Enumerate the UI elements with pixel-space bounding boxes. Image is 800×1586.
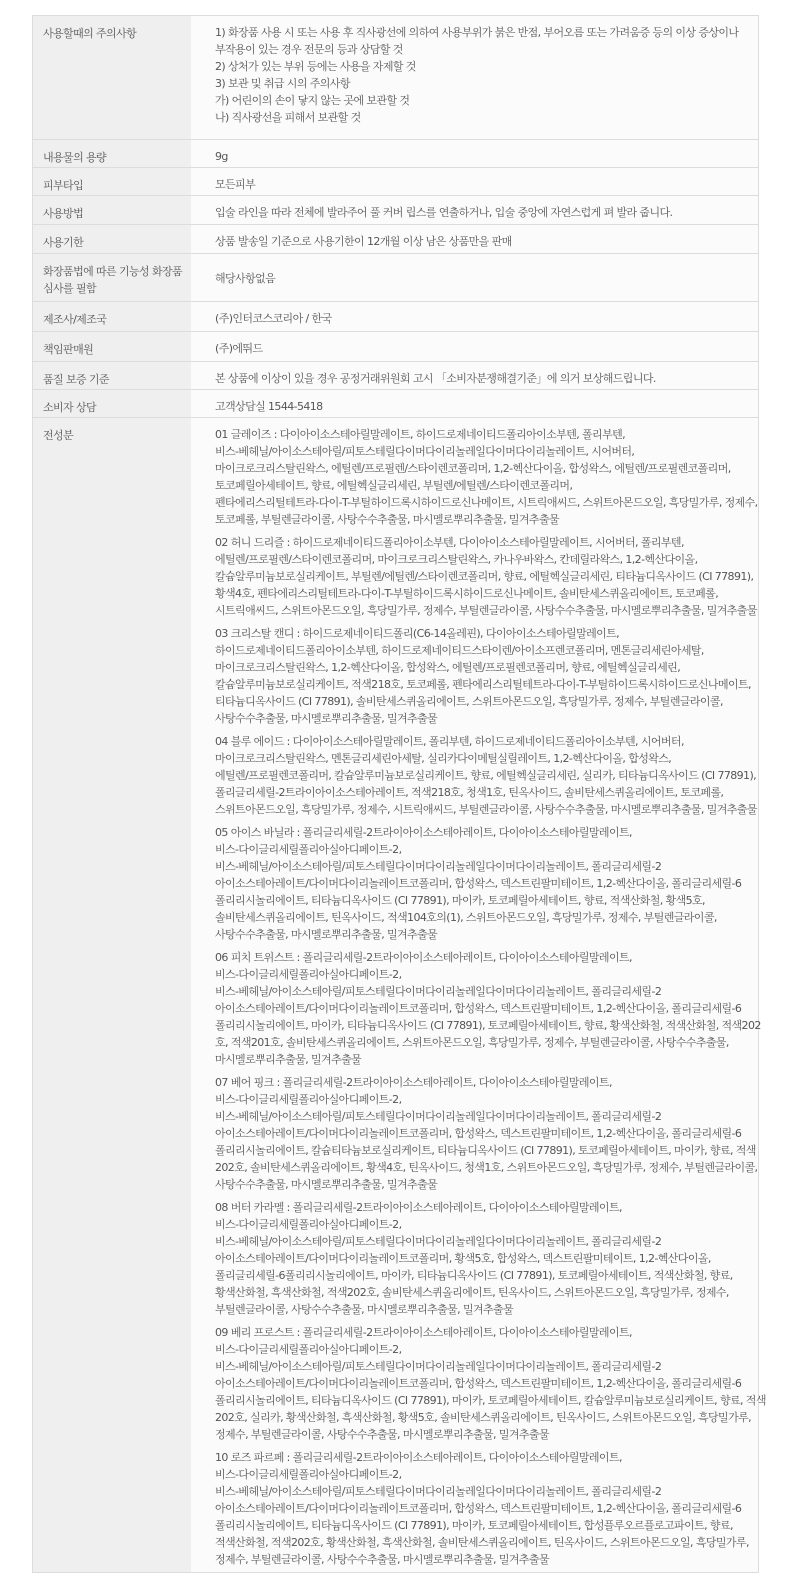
ingredient-line: 에틸렌/프로필렌/스타이렌코폴리머, 마이크로크리스탈린왁스, 카나우바왁스, 칸데릴라왁스, 1,2-헥산다이올, (215, 553, 698, 566)
ingredient-line: 폴리리시놀리에이트, 티타늄디옥사이드 (CI 77891), 마이카, 토코페릴아세테이트, 합성플루오르플로고파이트, 향료, (215, 1519, 733, 1532)
ingredient-line: 하이드로제네이티드폴리아이소부텐, 하이드로제네이티드스타이렌/아이소프렌코폴리머, 멘톤글리세린아세탈, (215, 644, 704, 657)
ingredient-line: 황색산화철, 흑색산화철, 적색202호, 솔비탄세스퀴올리에이트, 틴옥사이드, 스위트아몬드오일, 흑당밀가루, 정제수, (215, 1286, 729, 1299)
ingredient-line: 비스-베헤닐/아이소스테아릴/피토스테릴다이머다이리놀레일다이머다이리놀레이트, 폴리글리세릴-2 (215, 1485, 662, 1498)
label-text: 사용기한 (43, 236, 84, 249)
value-text: (주)인터코스코리아 / 한국 (215, 312, 332, 325)
ingredient-line: 티타늄디옥사이드 (CI 77891), 솔비탄세스퀴올리에이트, 스위트아몬드오일, 흑당밀가루, 정제수, 부틸렌글라이콜, (215, 695, 723, 708)
ingredient-group (215, 943, 761, 1068)
ingredient-line: 마이크로크리스탈린왁스, 멘톤글리세린아세탈, 실리카다이메틸실릴레이트, 1,2-헥산다이올, 합성왁스, (215, 752, 672, 765)
row-label (33, 254, 192, 302)
ingredient-group (215, 1443, 752, 1568)
value-text: 해당사항없음 (215, 272, 276, 285)
label-text: 사용할때의 주의사항 (43, 27, 137, 40)
ingredient-line: 마이크로크리스탈린왁스, 1,2-헥산다이올, 합성왁스, 에틸렌/프로필렌코폴리머, 향료, 에틸헥실글리세린, (215, 661, 681, 674)
ingredient-line: 마이크로크리스탈린왁스, 에틸렌/프로필렌/스타이렌코폴리머, 1,2-헥산다이올, 합성왁스, 에틸렌/프로필렌코폴리머, (215, 462, 731, 475)
ingredient-group (215, 818, 752, 943)
ingredients-list (191, 418, 766, 1573)
ingredient-line: 시트릭애씨드, 스위트아몬드오일, 흑당밀가루, 정제수, 부틸렌글라이콜, 사탕수수추출물, 마시멜로뿌리추출물, 밀겨추출물 (215, 604, 757, 617)
ingredient-line: 비스-베헤닐/아이소스테아릴/피토스테릴다이머다이리놀레일다이머다이리놀레이트, 폴리글리세릴-2 (215, 1360, 662, 1373)
ingredient-line: 아이소스테아레이트/다이머다이리놀레이트코폴리머, 합성왁스, 덱스트린팔미테이트, 1,2-헥산다이올, 폴리글리세릴-6 (215, 877, 742, 890)
value-text: 본 상품에 이상이 있을 경우 공정거래위원회 고시 「소비자분쟁해결기준」에 의거 보상해드립니다. (215, 372, 656, 385)
table-row (33, 225, 759, 254)
ingredient-line: 06 피치 트위스트 : 폴리글리세릴-2트라이아이소스테아레이트, 다이아이소스테아릴말레이트, (215, 951, 632, 964)
ingredient-line: 아이소스테아레이트/다이머다이리놀레이트코폴리머, 합성왁스, 덱스트린팔미테이트, 1,2-헥산다이올, 폴리글리세릴-6 (215, 1377, 742, 1390)
ingredient-line: 칼슘알루미늄보로실리케이트, 부틸렌/에틸렌/스타이렌코폴리머, 향료, 에틸헥실글리세린, 티타늄디옥사이드 (CI 77891), (215, 570, 754, 583)
ingredient-line: 폴리리시놀리에이트, 마이카, 티타늄디옥사이드 (CI 77891), 토코페릴아세테이트, 향료, 황색산화철, 적색산화철, 적색202 (215, 1019, 761, 1032)
ingredient-line: 비스-베헤닐/아이소스테아릴/피토스테릴다이머다이리놀레일다이머다이리놀레이트, 시어버터, (215, 445, 635, 458)
row-value (191, 390, 759, 418)
ingredient-group (215, 727, 757, 818)
ingredient-line: 정제수, 부틸렌글라이콜, 사탕수수추출물, 마시멜로뿌리추출물, 밀겨추출물 (215, 1553, 549, 1566)
ingredient-line: 08 버터 카라멜 : 폴리글리세릴-2트라이아이소스테아레이트, 다이아이소스테아릴말레이트, (215, 1201, 622, 1214)
ingredient-line: 아이소스테아레이트/다이머다이리놀레이트코폴리머, 합성왁스, 덱스트린팔미테이트, 1,2-헥산다이올, 폴리글리세릴-6 (215, 1502, 742, 1515)
ingredient-line: 호, 적색201호, 솔비탄세스퀴올리에이트, 스위트아몬드오일, 흑당밀가루, 정제수, 부틸렌글라이콜, 사탕수수추출물, (215, 1036, 729, 1049)
ingredient-line: 정제수, 부틸렌글라이콜, 사탕수수추출물, 마시멜로뿌리추출물, 밀겨추출물 (215, 1428, 549, 1441)
ingredient-line: 마시멜로뿌리추출물, 밀겨추출물 (215, 1053, 362, 1066)
ingredient-line: 비스-다이글리세릴폴리아실아디페이트-2, (215, 843, 402, 856)
ingredient-line: 202호, 실리카, 황색산화철, 흑색산화철, 황색5호, 솔비탄세스퀴올리에이트, 틴옥사이드, 스위트아몬드오일, 흑당밀가루, (215, 1411, 752, 1424)
ingredient-line: 01 글레이즈 : 다이아이소스테아릴말레이트, 하이드로제네이티드폴리아이소부텐, 폴리부텐, (215, 428, 626, 441)
ingredient-line: 10 로즈 파르페 : 폴리글리세릴-2트라이아이소스테아레이트, 다이아이소스테아릴말레이트, (215, 1451, 622, 1464)
ingredient-line: 펜타에리스리틸테트라-다이-T-부틸하이드록시하이드로신나메이트, 시트릭애씨드, 스위트아몬드오일, 흑당밀가루, 정제수, (215, 496, 758, 509)
row-label (33, 225, 192, 254)
value-text: 고객상담실 1544-5418 (215, 400, 323, 413)
ingredient-line: 비스-베헤닐/아이소스테아릴/피토스테릴다이머다이리놀레일다이머다이리놀레이트, 폴리글리세릴-2 (215, 860, 662, 873)
ingredient-line: 비스-다이글리세릴폴리아실아디페이트-2, (215, 1468, 402, 1481)
table-row (33, 362, 759, 390)
label-text: 화장품법에 따른 기능성 (43, 265, 150, 278)
table-row (33, 390, 759, 418)
ingredient-line: 적색산화철, 적색202호, 황색산화철, 흑색산화철, 솔비탄세스퀴올리에이트, 틴옥사이드, 스위트아몬드오일, 흑당밀가루, (215, 1536, 749, 1549)
row-label (33, 332, 192, 362)
ingredient-line: 부틸렌글라이콜, 사탕수수추출물, 마시멜로뿌리추출물, 밀겨추출물 (215, 1303, 514, 1316)
row-value (191, 254, 759, 302)
value-text: 상품 발송일 기준으로 사용기한이 12개월 이상 남은 상품만을 판매 (215, 235, 512, 248)
table-row (33, 168, 759, 196)
table-row (33, 254, 759, 302)
label-text: 소비자 상담 (43, 401, 97, 414)
ingredient-line: 05 아이스 바닐라 : 폴리글리세릴-2트라이아이소스테아레이트, 다이아이소스테아릴말레이트, (215, 826, 632, 839)
row-label (33, 168, 192, 196)
value-text: 부작용이 있는 경우 전문의 등과 상담할 것 (215, 43, 403, 56)
ingredient-line: 비스-베헤닐/아이소스테아릴/피토스테릴다이머다이리놀레일다이머다이리놀레이트, 폴리글리세릴-2 (215, 1235, 662, 1248)
value-text: 나) 직사광선을 피해서 보관할 것 (215, 111, 361, 124)
label-text: 제조사/제조국 (43, 313, 107, 326)
row-value (191, 302, 759, 332)
table-row (33, 140, 759, 168)
ingredient-line: 비스-베헤닐/아이소스테아릴/피토스테릴다이머다이리놀레일다이머다이리놀레이트, 폴리글리세릴-2 (215, 985, 662, 998)
ingredient-line: 202호, 솔비탄세스퀴올리에이트, 황색4호, 틴옥사이드, 청색1호, 스위트아몬드오일, 흑당밀가루, 정제수, 부틸렌글라이콜, (215, 1161, 758, 1174)
ingredient-line: 아이소스테아레이트/다이머다이리놀레이트코폴리머, 합성왁스, 덱스트린팔미테이트, 1,2-헥산다이올, 폴리글리세릴-6 (215, 1127, 742, 1140)
table-row (33, 302, 759, 332)
row-value (191, 332, 759, 362)
ingredient-line: 폴리글리세릴-6폴리리시놀리에이트, 마이카, 티타늄디옥사이드 (CI 77891), 토코페릴아세테이트, 적색산화철, 향료, (215, 1269, 733, 1282)
ingredient-line: 황색4호, 펜타에리스리틸테트라-다이-T-부틸하이드록시하이드로신나메이트, 솔비탄세스퀴올리에이트, 토코페롤, (215, 587, 719, 600)
row-label (33, 196, 192, 225)
ingredient-group (215, 1068, 758, 1193)
label-text: 품질 보증 기준 (43, 373, 109, 386)
ingredient-group (215, 619, 752, 727)
value-text: 가) 어린이의 손이 닿지 않는 곳에 보관할 것 (215, 94, 410, 107)
ingredient-group (215, 528, 757, 619)
table-row-ingredients (33, 418, 759, 1573)
product-info-panel (32, 15, 766, 1573)
label-text: 화장품 심사를 필함 (43, 265, 183, 295)
row-value (191, 362, 759, 390)
ingredient-line: 사탕수수추출물, 마시멜로뿌리추출물, 밀겨추출물 (215, 928, 438, 941)
label-text: 피부타입 (43, 179, 84, 192)
label-text: 사용방법 (43, 207, 84, 220)
ingredient-line: 02 허니 드리즐 : 하이드로제네이티드폴리아이소부텐, 다이아이소스테아릴말레이트, 시어버터, 폴리부텐, (215, 536, 684, 549)
ingredient-line: 비스-베헤닐/아이소스테아릴/피토스테릴다이머다이리놀레일다이머다이리놀레이트, 폴리글리세릴-2 (215, 1110, 662, 1123)
table-row (33, 332, 759, 362)
ingredient-line: 폴리리시놀리에이트, 칼슘티타늄보로실리케이트, 티타늄디옥사이드 (CI 77891), 토코페릴아세테이트, 마이카, 향료, 적색 (215, 1144, 756, 1157)
ingredient-line: 비스-다이글리세릴폴리아실아디페이트-2, (215, 1093, 402, 1106)
ingredient-line: 폴리글리세릴-2트라이아이소스테아레이트, 적색218호, 청색1호, 틴옥사이드, 솔비탄세스퀴올리에이트, 토코페롤, (215, 786, 724, 799)
row-label (33, 362, 192, 390)
ingredient-line: 07 베어 핑크 : 폴리글리세릴-2트라이아이소스테아레이트, 다이아이소스테아릴말레이트, (215, 1076, 612, 1089)
row-label (33, 390, 192, 418)
ingredient-line: 폴리리시놀리에이트, 티타늄디옥사이드 (CI 77891), 마이카, 토코페릴아세테이트, 칼슘알루미늄보로실리케이트, 향료, 적색 (215, 1394, 766, 1407)
ingredient-line: 04 블루 에이드 : 다이아이소스테아릴말레이트, 폴리부텐, 하이드로제네이티드폴리아이소부텐, 시어버터, (215, 735, 684, 748)
ingredient-line: 아이소스테아레이트/다이머다이리놀레이트코폴리머, 황색5호, 합성왁스, 덱스트린팔미테이트, 1,2-헥산다이올, (215, 1252, 711, 1265)
product-info-table (32, 15, 766, 1573)
ingredient-line: 솔비탄세스퀴올리에이트, 틴옥사이드, 적색104호의(1), 스위트아몬드오일, 흑당밀가루, 정제수, 부틸렌글라이콜, (215, 911, 717, 924)
row-value (191, 168, 759, 196)
value-text: 9g (215, 150, 228, 163)
row-label (33, 16, 192, 140)
ingredient-line: 폴리리시놀리에이트, 티타늄디옥사이드 (CI 77891), 마이카, 토코페릴아세테이트, 향료, 적색산화철, 황색5호, (215, 894, 705, 907)
row-label (33, 140, 192, 168)
row-label (33, 418, 192, 1573)
ingredient-line: 스위트아몬드오일, 흑당밀가루, 정제수, 시트릭애씨드, 부틸렌글라이콜, 사탕수수추출물, 마시멜로뿌리추출물, 밀겨추출물 (215, 803, 757, 816)
ingredient-group (215, 1318, 766, 1443)
ingredient-line: 비스-다이글리세릴폴리아실아디페이트-2, (215, 968, 402, 981)
ingredient-line: 토코페릴아세테이트, 향료, 에틸헥실글리세린, 부틸렌/에틸렌/스타이렌코폴리머, (215, 479, 573, 492)
ingredient-line: 토코페롤, 부틸렌글라이콜, 사탕수수추출물, 마시멜로뿌리추출물, 밀겨추출물 (215, 513, 560, 526)
row-value (191, 16, 759, 140)
table-row (33, 196, 759, 225)
row-value (191, 140, 759, 168)
row-label (33, 302, 192, 332)
ingredient-line: 사탕수수추출물, 마시멜로뿌리추출물, 밀겨추출물 (215, 712, 438, 725)
value-text: 2) 상처가 있는 부위 등에는 사용을 자제할 것 (215, 60, 416, 73)
ingredient-group (215, 426, 758, 528)
ingredient-group (215, 1193, 752, 1318)
ingredient-line: 비스-다이글리세릴폴리아실아디페이트-2, (215, 1218, 402, 1231)
value-text: 1) 화장품 사용 시 또는 사용 후 직사광선에 의하여 사용부위가 붉은 반점, 부어오름 또는 가려움증 등의 이상 증상이나 (215, 26, 739, 39)
value-text: (주)에뛰드 (215, 342, 263, 355)
ingredient-line: 아이소스테아레이트/다이머다이리놀레이트코폴리머, 합성왁스, 덱스트린팔미테이트, 1,2-헥산다이올, 폴리글리세릴-6 (215, 1002, 742, 1015)
value-text: 입술 라인을 따라 전체에 발라주어 풀 커버 립스를 연출하거나, 입술 중앙에 자연스럽게 펴 발라 줍니다. (215, 206, 673, 219)
ingredient-line: 사탕수수추출물, 마시멜로뿌리추출물, 밀겨추출물 (215, 1178, 438, 1191)
row-value (191, 196, 759, 225)
value-text: 모든피부 (215, 178, 256, 191)
ingredient-line: 비스-다이글리세릴폴리아실아디페이트-2, (215, 1343, 402, 1356)
row-value (191, 225, 759, 254)
label-text: 전성분 (43, 429, 74, 442)
ingredient-line: 09 베리 프로스트 : 폴리글리세릴-2트라이아이소스테아레이트, 다이아이소스테아릴말레이트, (215, 1326, 632, 1339)
ingredient-line: 에틸렌/프로필렌코폴리머, 칼슘알루미늄보로실리케이트, 향료, 에틸헥실글리세린, 실리카, 티타늄디옥사이드 (CI 77891), (215, 769, 757, 782)
ingredient-line: 03 크리스탈 캔디 : 하이드로제네이티드폴리(C6-14올레핀), 다이아이소스테아릴말레이트, (215, 627, 620, 640)
ingredient-line: 칼슘알루미늄보로실리케이트, 적색218호, 토코페롤, 펜타에리스리틸테트라-다이-T-부틸하이드록시하이드로신나메이트, (215, 678, 751, 691)
label-text: 책임판매원 (43, 343, 94, 356)
table-row (33, 16, 759, 140)
label-text: 내용물의 용량 (43, 151, 107, 164)
value-text: 3) 보관 및 취급 시의 주의사항 (215, 77, 350, 90)
